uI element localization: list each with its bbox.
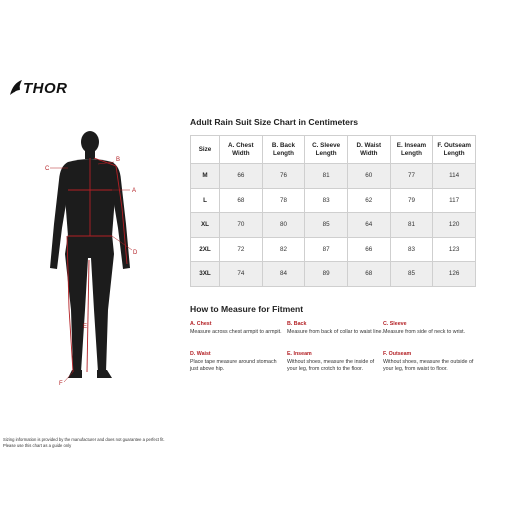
table-cell: 68 (347, 262, 390, 287)
label-f: F (59, 381, 63, 387)
table-row (191, 213, 476, 238)
table-cell: 126 (433, 262, 476, 287)
table-cell: 72 (220, 237, 263, 262)
disclaimer-line: Please use this chart as a guide only (3, 442, 72, 448)
table-cell: 114 (433, 164, 476, 189)
table-row (191, 188, 476, 213)
table-cell: 117 (433, 188, 476, 213)
measure-label: C. Sleeve (383, 321, 407, 327)
table-row (191, 262, 476, 287)
table-cell: 85 (305, 213, 348, 238)
table-cell: 64 (347, 213, 390, 238)
table-cell: 70 (220, 213, 263, 238)
table-cell: 84 (262, 262, 305, 287)
measure-section-title: How to Measure for Fitment (190, 304, 304, 314)
table-cell: 66 (347, 237, 390, 262)
measure-item-inseam (287, 351, 383, 372)
size-chart-title: Adult Rain Suit Size Chart in Centimeters (190, 117, 359, 127)
measure-item-outseam (383, 351, 479, 372)
measure-item-back (287, 321, 383, 336)
label-c: C (45, 166, 50, 172)
table-cell: 87 (305, 237, 348, 262)
column-header: C. Sleeve Length (305, 136, 348, 164)
measure-item-waist (190, 351, 286, 372)
size-cell: XL (191, 213, 220, 238)
table-cell: 81 (305, 164, 348, 189)
table-cell: 83 (305, 188, 348, 213)
table-cell: 123 (433, 237, 476, 262)
measure-text: Without shoes, measure the outside of your leg, from waist to floor. (383, 358, 474, 372)
disclaimer-line: Sizing information is provided by the manufacturer and does not guarantee a perfect fit. (3, 437, 165, 442)
table-cell: 83 (390, 237, 433, 262)
column-header: E. Inseam Length (390, 136, 433, 164)
table-cell: 89 (305, 262, 348, 287)
measure-label: D. Waist (190, 351, 211, 357)
table-cell: 79 (390, 188, 433, 213)
brand-name: THOR (23, 80, 68, 97)
measure-text: Without shoes, measure the inside of your leg, from crotch to the floor. (287, 358, 375, 372)
column-header: Size (191, 136, 220, 164)
size-cell: 2XL (191, 237, 220, 262)
measure-label: B. Back (287, 321, 307, 327)
column-header: B. Back Length (262, 136, 305, 164)
column-header: A. Chest Width (220, 136, 263, 164)
label-d: D (133, 250, 138, 256)
table-cell: 120 (433, 213, 476, 238)
table-header-row (191, 136, 476, 164)
table-cell: 80 (262, 213, 305, 238)
size-cell: L (191, 188, 220, 213)
table-cell: 85 (390, 262, 433, 287)
size-cell: 3XL (191, 262, 220, 287)
table-cell: 74 (220, 262, 263, 287)
column-header: F. Outseam Length (433, 136, 476, 164)
label-b: B (116, 157, 121, 163)
table-cell: 66 (220, 164, 263, 189)
measure-label: E. Inseam (287, 351, 312, 357)
table-cell: 82 (262, 237, 305, 262)
table-cell: 78 (262, 188, 305, 213)
table-cell: 81 (390, 213, 433, 238)
measure-item-chest (190, 321, 286, 336)
measure-text: Measure across chest armpit to armpit. (190, 328, 282, 335)
measure-text: Place tape measure around stomach just above hip. (190, 358, 277, 372)
table-cell: 62 (347, 188, 390, 213)
size-chart-table (190, 135, 476, 287)
inseam-measure-line (87, 260, 89, 372)
measure-label: F. Outseam (383, 351, 412, 357)
table-cell: 76 (262, 164, 305, 189)
body-figure (28, 128, 148, 390)
table-row (191, 237, 476, 262)
column-header: D. Waist Width (347, 136, 390, 164)
table-cell: 60 (347, 164, 390, 189)
table-cell: 77 (390, 164, 433, 189)
label-e: E (83, 324, 88, 330)
measure-text: Measure from side of neck to wrist. (383, 328, 466, 335)
table-row (191, 164, 476, 189)
disclaimer-footnote (3, 437, 165, 448)
table-cell: 68 (220, 188, 263, 213)
measure-label: A. Chest (190, 321, 212, 327)
size-cell: M (191, 164, 220, 189)
measure-item-sleeve (383, 321, 479, 336)
measure-text: Measure from back of collar to waist line. (287, 328, 383, 335)
label-a: A (132, 188, 137, 194)
